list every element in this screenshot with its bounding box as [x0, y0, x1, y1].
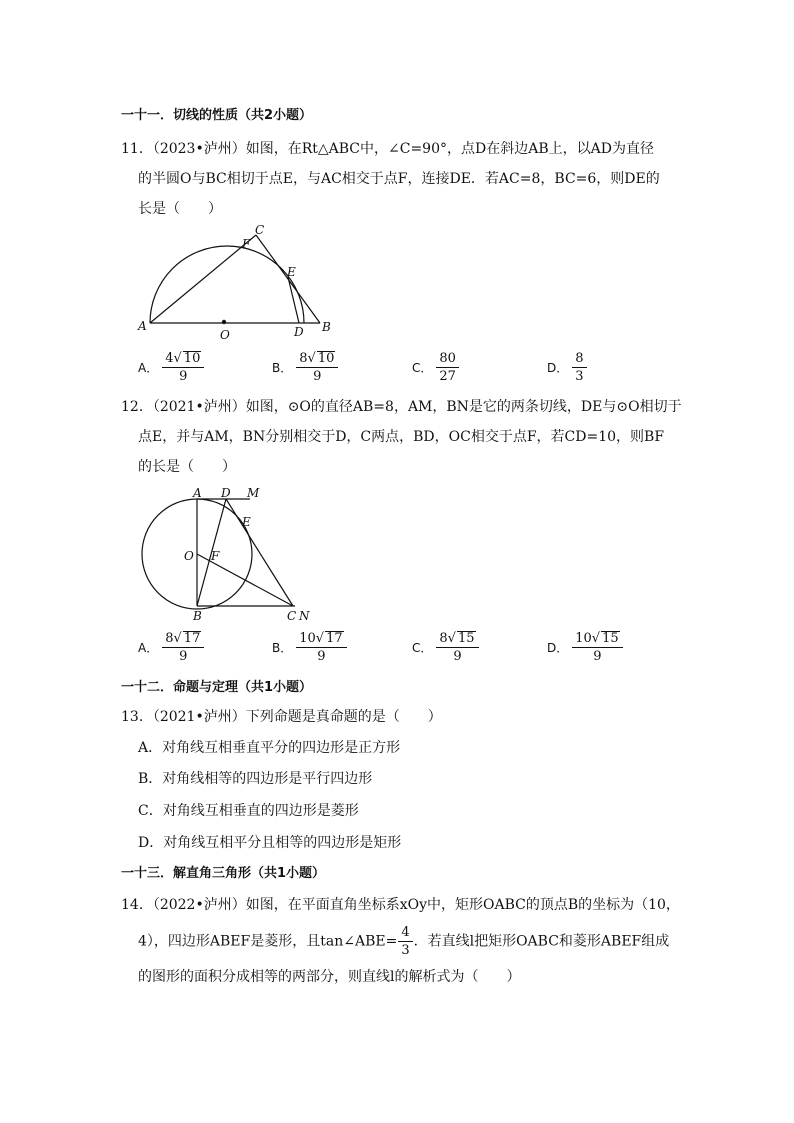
q11-label-e: E — [287, 265, 296, 279]
q11-label-a: A — [138, 319, 147, 333]
q11-center-dot — [222, 320, 226, 324]
q12-line-2: 点E，并与AM，BN分别相交于D，C两点，BD，OC相交于点F，若CD=10，则BF — [138, 429, 665, 445]
section-title-12: 一十二．命题与定理（共1小题） — [121, 680, 313, 695]
q13-line-1: 13．（2021•泸州）下列命题是真命题的是（ ） — [121, 709, 442, 725]
q13-option-c: C．对角线互相垂直的四边形是菱形 — [138, 803, 359, 819]
q11-option-b: B． $\frac{8√ 10}{9}$ — [272, 350, 338, 385]
q12-figure — [130, 484, 330, 624]
q14-line-2: 4），四边形ABEF是菱形，且tan∠ABE= $\frac{4}{3}$ ．若直线l把矩形OABC和菱形ABEF组成 — [138, 925, 670, 958]
q12-label-n: N — [299, 609, 310, 623]
q11-label-f: F — [242, 237, 251, 251]
q12-label-e: E — [242, 515, 251, 529]
q11-figure — [130, 222, 340, 346]
section-title-13: 一十三．解直角三角形（共1小题） — [121, 866, 326, 881]
section-title-11: 一十一．切线的性质（共2小题） — [121, 108, 313, 123]
q11-line-ac — [150, 235, 256, 323]
q14-line-1: 14．（2022•泸州）如图，在平面直角坐标系xOy中，矩形OABC的顶点B的坐标为（10， — [121, 897, 680, 913]
q13-option-d: D．对角线互相平分且相等的四边形是矩形 — [138, 835, 402, 851]
q12-option-b: B． $\frac{10√ 17}{9}$ — [272, 630, 347, 665]
q14-line-3: 的图形的面积分成相等的两部分，则直线l的解析式为（ ） — [138, 969, 521, 985]
q12-option-a: A． $\frac{8√ 17}{9}$ — [138, 630, 204, 665]
q11-label-c: C — [255, 223, 265, 237]
q12-label-b: B — [193, 609, 202, 623]
q12-label-a: A — [193, 486, 202, 500]
q11-line-2: 的半圆O与BC相切于点E，与AC相交于点F，连接DE．若AC=8，BC=6，则DE的 — [138, 171, 660, 187]
q11-label-d: D — [294, 325, 304, 339]
q12-line-1: 12．（2021•泸州）如图，⊙O的直径AB=8，AM，BN是它的两条切线，DE与⊙O相切于 — [121, 399, 682, 415]
q11-label-o: O — [220, 328, 230, 342]
q13-option-a: A．对角线互相垂直平分的四边形是正方形 — [138, 740, 401, 756]
q12-option-d: D． $\frac{10√ 15}{9}$ — [547, 630, 623, 665]
q11-label-b: B — [322, 320, 331, 334]
q13-option-b: B．对角线相等的四边形是平行四边形 — [138, 771, 373, 787]
q11-option-a: A． $\frac{4√ 10}{9}$ — [138, 350, 204, 385]
q11-option-d: D． $\frac{8}{3}$ — [547, 350, 587, 385]
q11-option-c: C． $\frac{80}{27}$ — [412, 350, 459, 385]
q12-label-f: F — [211, 549, 220, 563]
q12-label-c: C — [287, 609, 297, 623]
q12-label-m: M — [247, 486, 260, 500]
q11-line-3: 长是（ ） — [138, 201, 222, 217]
q12-label-d: D — [221, 486, 231, 500]
q12-line-3: 的长是（ ） — [138, 459, 236, 475]
q12-option-c: C． $\frac{8√ 15}{9}$ — [412, 630, 479, 665]
q12-label-o: O — [184, 549, 194, 563]
q12-tangent-dc — [226, 499, 293, 606]
q11-semicircle — [150, 246, 304, 323]
q11-line-1: 11．（2023•泸州）如图，在Rt△ABC中，∠C=90°，点D在斜边AB上，以AD为直径 — [121, 141, 654, 157]
